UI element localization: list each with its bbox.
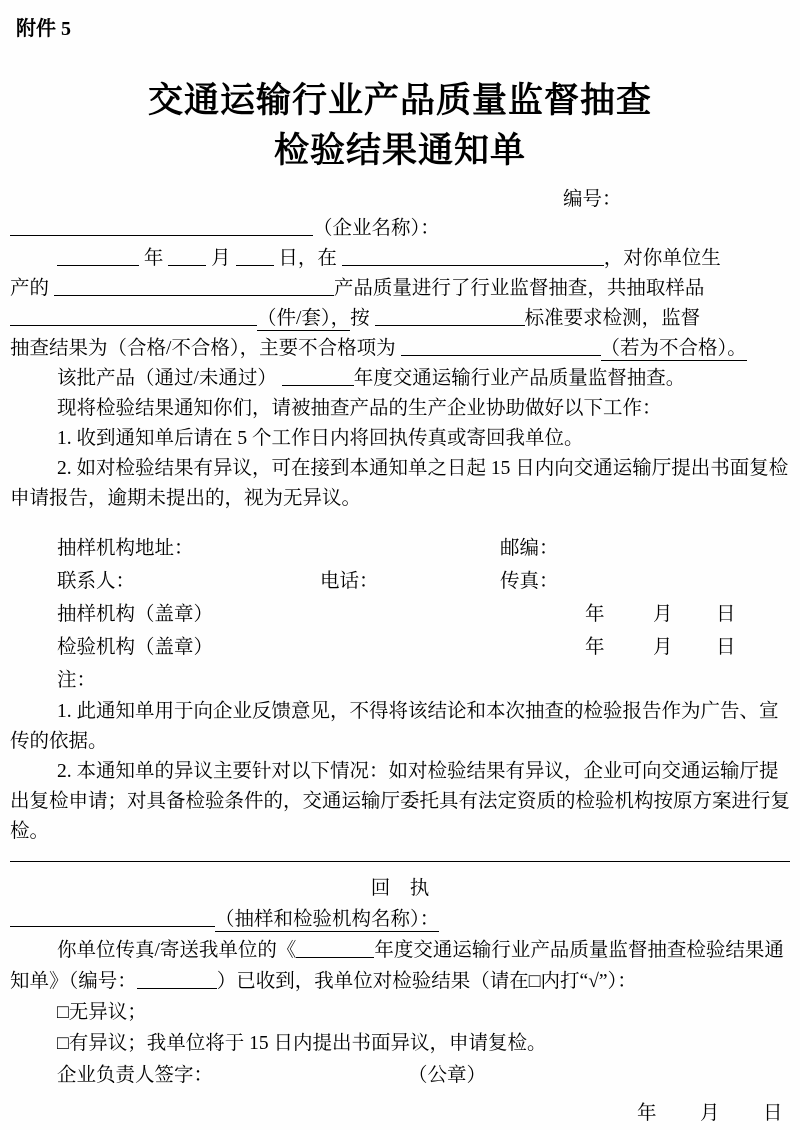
receipt-year-label: 年 [637,1103,657,1124]
line3-head: 产的 [10,278,50,299]
notice-item2: 2. 如对检验结果有异议，可在接到本通知单之日起 15 日内向交通运输厅提出书面复检申请报告，逾期未提出的，视为无异议。 [10,458,789,509]
notice-line-company [10,214,790,244]
receipt-month-label: 月 [700,1103,720,1124]
postcode-label: 邮编： [500,538,559,559]
receipt-para-head: 你单位传真/寄送我单位的《 [57,940,297,961]
receipt-para-mid: 年度交通运输行业产品质量监督抽查检验结果通知单》（编号： [10,940,784,992]
quantity-blank [10,307,257,326]
line5-tail: （若为不合格）。 [600,338,747,359]
place-blank [342,247,604,266]
contact-block [10,532,790,697]
pass-year-blank [282,367,354,386]
notice-item1 [10,424,790,454]
document-title-line1: 交通运输行业产品质量监督抽查 [147,81,652,120]
address-label: 抽样机构地址： [57,538,194,559]
receipt-org-label: （抽样和检验机构名称）： [215,909,440,930]
sampling-year-label: 年 [585,604,605,625]
notice-intro [10,394,790,424]
receipt-number-blank [137,970,217,989]
notes-label: 注： [57,670,97,691]
attachment-label: 附件 5 [16,18,71,40]
seal-label: （公章） [408,1065,487,1086]
phone-label: 电话： [320,571,379,592]
note-item2: 2. 本通知单的异议主要针对以下情况：如对检验结果有异议，企业可向交通运输厅提出复检申请；对具备检验条件的，交通运输厅委托具有法定资质的检验机构按原方案进行复检。 [10,761,791,842]
inspection-month-label: 月 [653,637,673,658]
day-blank [236,247,274,266]
month-blank [168,247,206,266]
person-label: 联系人： [57,571,136,592]
notice-line-quantity [10,304,790,334]
receipt-org-blank [10,908,215,927]
sign-label: 企业负责人签字： [57,1065,214,1086]
receipt-paragraph [10,935,790,997]
option-no-objection-text: 无异议； [68,1002,147,1023]
contact-row-inspection-org [10,631,790,664]
line3-tail: 产品质量进行了行业监督抽查，共抽取样品 [333,278,705,299]
notice-line-pass [10,364,790,394]
year-label: 年 [143,248,164,269]
day-at-label: 日，在 [278,248,337,269]
checkbox-no-objection-icon: □ [57,1002,69,1023]
receipt-option-no-objection [10,997,790,1028]
notice-line-result [10,334,790,364]
line5-head: 抽查结果为（合格/不合格），主要不合格项为 [10,338,396,359]
inspection-year-label: 年 [585,637,605,658]
receipt-sign-row [10,1059,790,1092]
sampling-day-label: 日 [716,604,736,625]
receipt-option-objection [10,1028,790,1059]
company-name-blank [10,217,313,236]
line4-mid: 按 [350,308,370,329]
option-objection-text: 有异议；我单位将于 15 日内提出书面异议，申请复检。 [68,1033,547,1054]
contact-row-person [10,565,790,598]
line2-tail: ，对你单位生 [603,248,721,269]
year-blank [57,247,139,266]
notice-intro-text: 现将检验结果通知你们，请被抽查产品的生产企业协助做好以下工作： [57,398,662,419]
document-title [10,76,790,176]
contact-row-address [10,532,790,565]
line6-tail: 年度交通运输行业产品质量监督抽查。 [353,368,686,389]
inspection-org-label: 检验机构（盖章） [57,637,214,658]
defect-items-blank [401,337,601,356]
product-name-blank [54,277,334,296]
contact-row-note [10,664,790,697]
notice-line-date-place [10,244,790,274]
company-name-suffix: （企业名称）： [313,218,440,239]
sampling-org-label: 抽样机构（盖章） [57,604,214,625]
inspection-day-label: 日 [716,637,736,658]
contact-row-sampling-org [10,598,790,631]
checkbox-objection-icon: □ [57,1033,69,1054]
month-label: 月 [211,248,231,269]
standard-blank [375,307,525,326]
receipt-org-line [10,904,790,935]
receipt-day-label: 日 [763,1103,783,1124]
line6-head: 该批产品（通过/未通过） [57,368,277,389]
note-item1: 1. 此通知单用于向企业反馈意见，不得将该结论和本次抽查的检验报告作为广告、宣传的依据。 [10,701,779,752]
receipt-para-tail: ）已收到，我单位对检验结果（请在□内打“√”）： [216,971,637,992]
notice-line-product [10,274,790,304]
quantity-unit: （件/套）， [257,308,351,329]
receipt-year-blank [296,939,374,958]
receipt-title: 回 执 [370,878,430,899]
sampling-month-label: 月 [653,604,673,625]
receipt-date-row [10,1098,790,1129]
fax-label: 传真： [500,571,559,592]
section-divider [10,861,790,862]
number-label: 编号： [563,189,622,210]
notice-item1-text: 1. 收到通知单后请在 5 个工作日内将回执传真或寄回我单位。 [57,428,584,449]
line4-tail: 标准要求检测，监督 [524,308,701,329]
document-title-line2: 检验结果通知单 [273,131,526,170]
number-row [563,186,790,214]
